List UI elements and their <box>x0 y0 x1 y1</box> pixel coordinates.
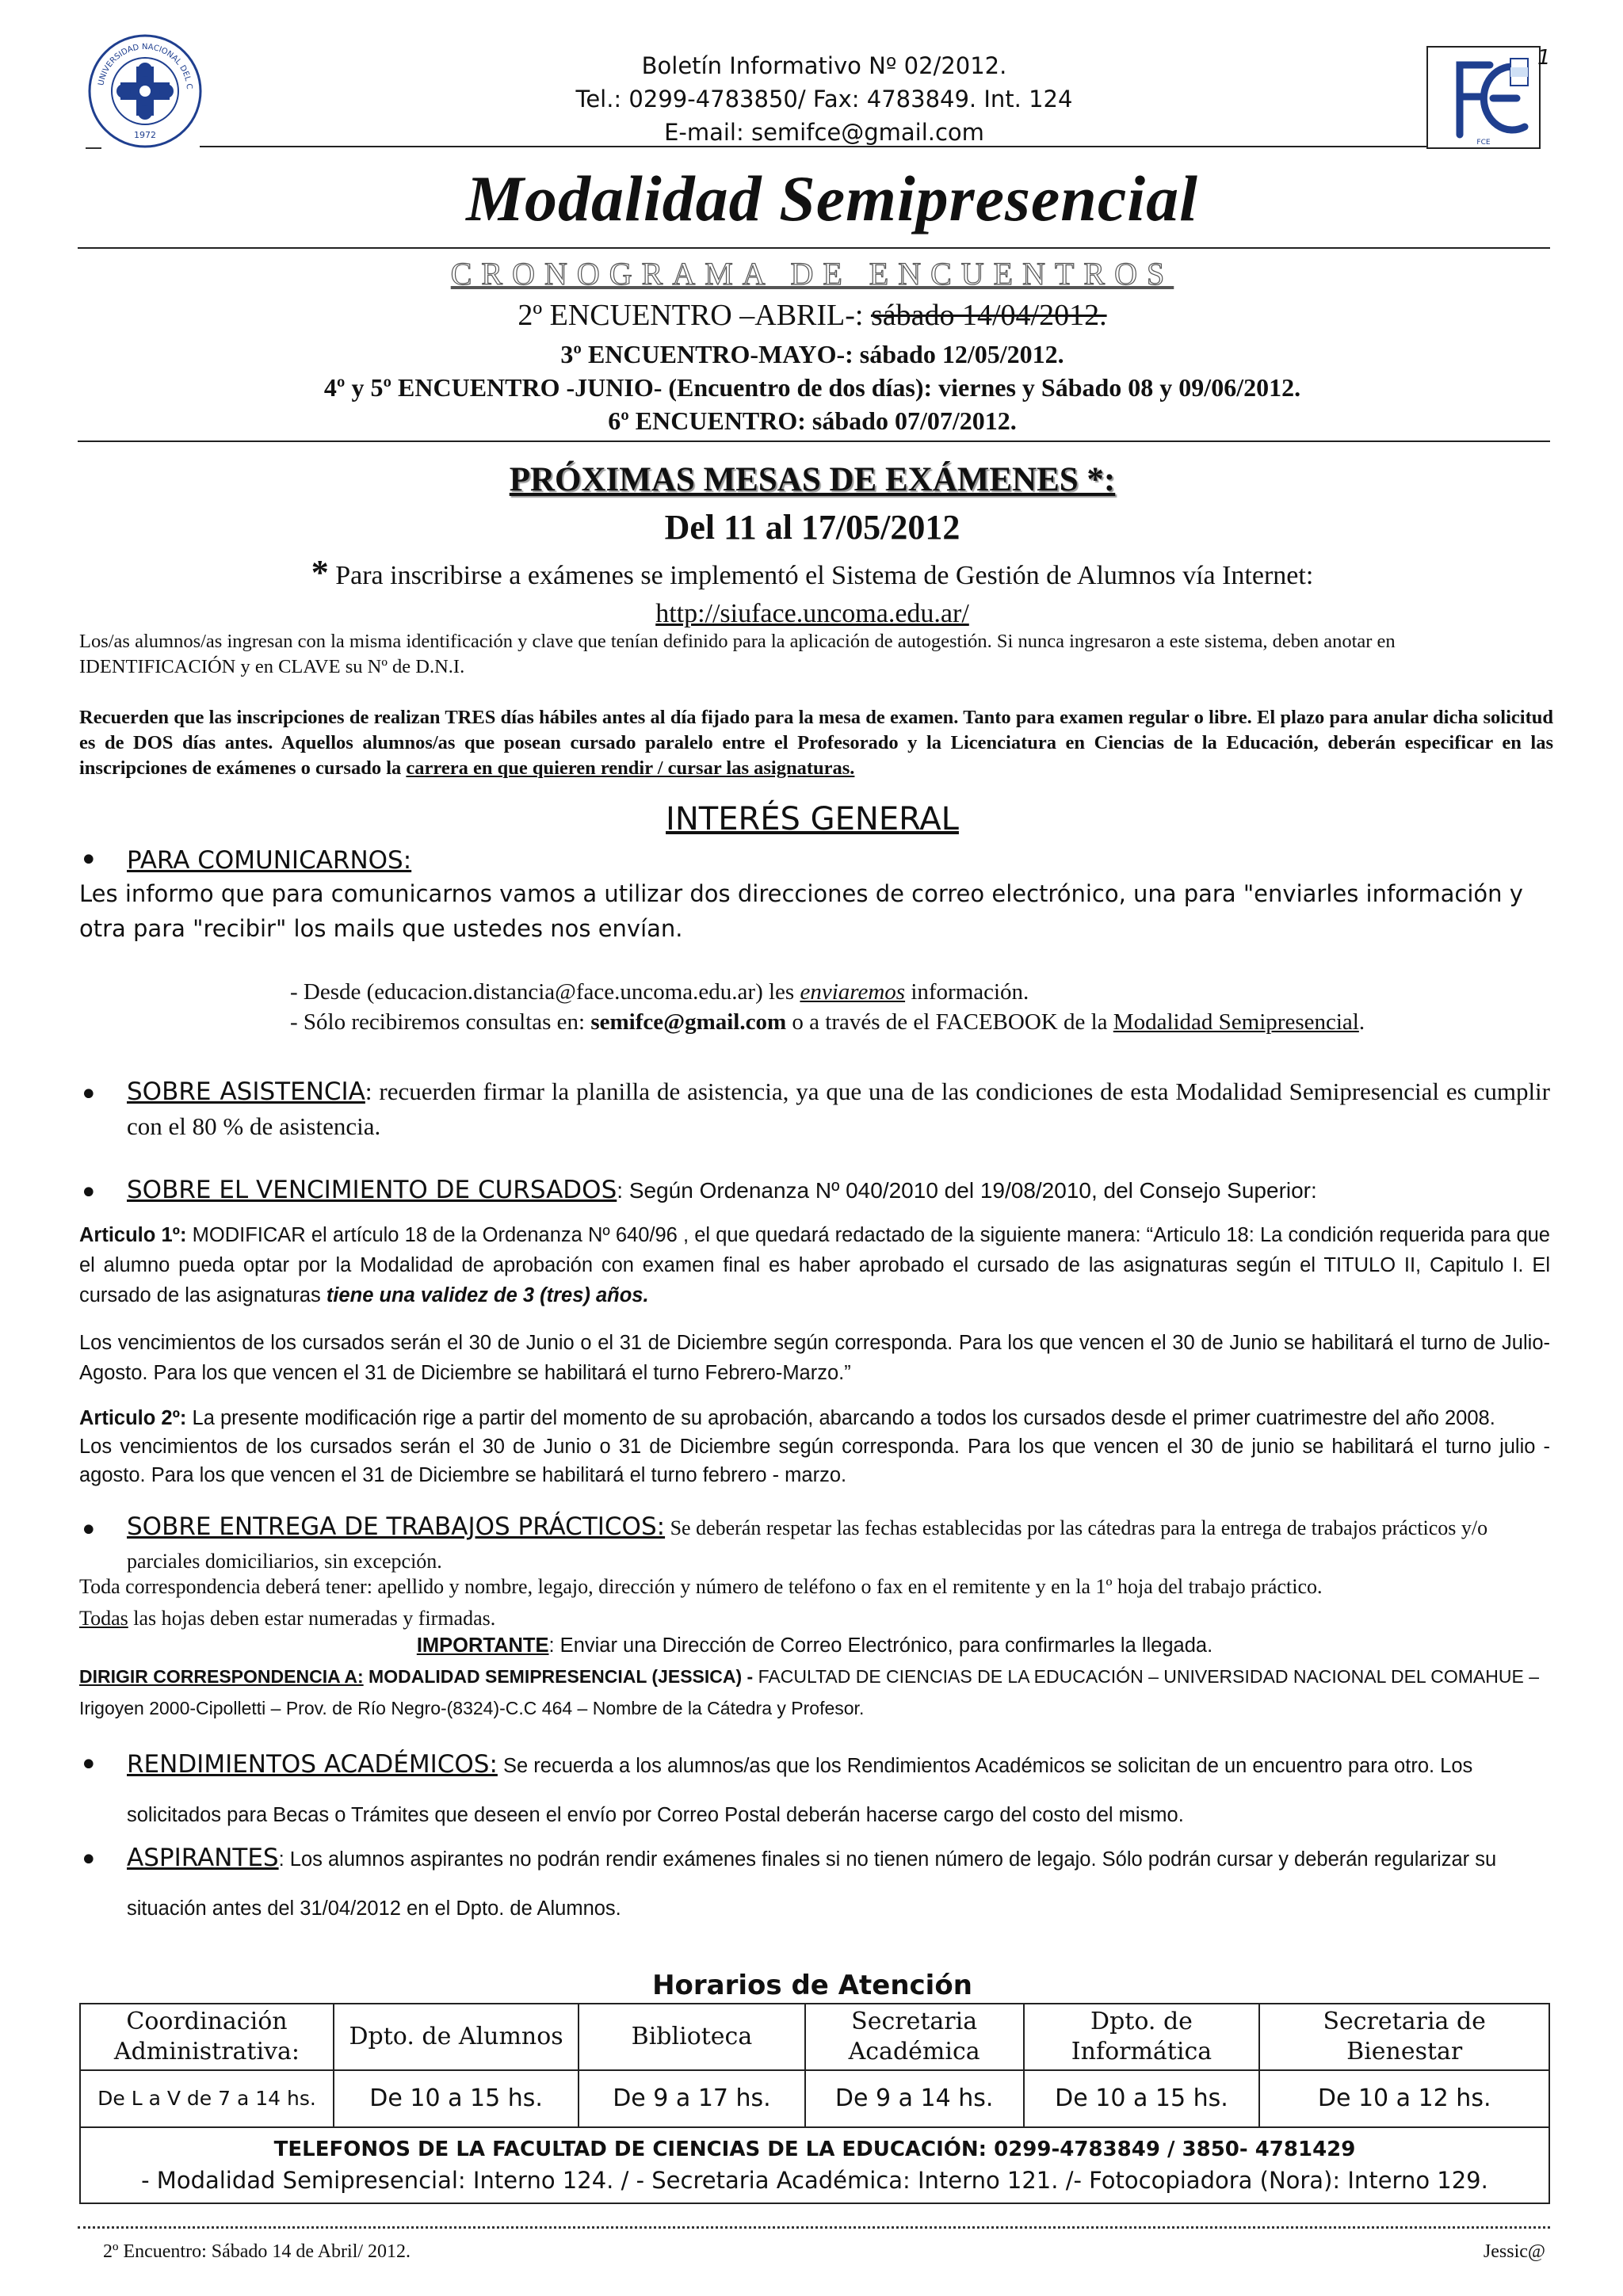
aspirantes-block <box>127 1833 1550 1933</box>
faculty-logo <box>1426 46 1541 149</box>
bullet-icon: • <box>79 1842 98 1878</box>
schedule-heading: CRONOGRAMA DE ENCUENTROS <box>450 256 1174 292</box>
schedule-enc6: 6º ENCUENTRO: sábado 07/07/2012. <box>608 406 1017 435</box>
solo-a: - Sólo recibiremos consultas en: <box>290 1009 591 1035</box>
exams-dates: Del 11 al 17/05/2012 <box>664 508 960 547</box>
phones-title: TELEFONOS DE LA FACULTAD DE CIENCIAS DE LA EDUCACIÓN: 0299-4783849 / 3850- 4781429 <box>273 2138 1356 2161</box>
hours-col-alumnos: Dpto. de Alumnos <box>334 2004 579 2070</box>
contact-email: E-mail: semifce@gmail.com <box>664 119 984 146</box>
system-note-text: Para inscribirse a exámenes se implementó el Sistema de Gestión de Alumnos vía Internet: <box>328 561 1314 590</box>
solo-c: o a través de el FACEBOOK de la <box>786 1009 1113 1035</box>
bullet-icon: • <box>79 1077 98 1113</box>
important-note <box>79 1630 1550 1661</box>
art1-text: MODIFICAR el artículo 18 de la Ordenanza Nº 640/96 , el que quedará redactado de la siguiente manera: “Articulo 18: La condición requerida para que el alumno pueda optar por la Modalidad de aprobación con examen final es haber aprobado el cursado de las asignaturas según el TITULO II, Capitulo I. El cursado de las asignaturas <box>79 1224 1550 1306</box>
important-text: : Enviar una Dirección de Correo Electrónico, para confirmarles la llegada. <box>548 1634 1213 1657</box>
vencimiento-block <box>127 1173 1550 1212</box>
exams-heading: PRÓXIMAS MESAS DE EXÁMENES *: <box>509 461 1116 498</box>
header-info <box>475 49 1173 149</box>
desde-b: enviaremos <box>800 979 906 1005</box>
comm-title: PARA COMUNICARNOS: <box>127 846 412 875</box>
pages-note <box>79 1604 1553 1634</box>
hours-value: De 10 a 12 hs. <box>1259 2070 1549 2127</box>
reminder-underlined: carrera en que quieren rendir / cursar las asignaturas. <box>406 757 855 779</box>
comm-text: Les informo que para comunicarnos vamos a utilizar dos direcciones de correo electrónico, una para "enviarles información y otra para "recibir" los mails que ustedes nos envían. <box>79 880 1523 942</box>
hours-values-row <box>80 2070 1549 2127</box>
title-rule <box>78 247 1550 249</box>
exam-reminder <box>79 705 1553 781</box>
hours-value: De 10 a 15 hs. <box>1024 2070 1260 2127</box>
asistencia-block <box>127 1074 1550 1144</box>
hours-col-biblioteca: Biblioteca <box>579 2004 804 2070</box>
enc2-label: 2º ENCUENTRO –ABRIL-: <box>517 299 871 332</box>
hours-value: De L a V de 7 a 14 hs. <box>80 2070 334 2127</box>
vencimiento-text: : Según Ordenanza Nº 040/2010 del 19/08/2010, del Consejo Superior: <box>617 1178 1317 1203</box>
asterisk: * <box>311 553 329 592</box>
aspirantes-text: : Los alumnos aspirantes no podrán rendir exámenes finales si no tienen número de legajo. Sólo podrán cursar y deberán regularizar su situación antes del 31/04/2012 en el Dpto. de Alumnos. <box>127 1848 1497 1920</box>
seal-dash <box>86 147 101 149</box>
header-underline <box>200 146 1436 147</box>
important-label: IMPORTANTE <box>416 1634 549 1657</box>
schedule-enc2 <box>119 296 1506 334</box>
dirigir-recipient: MODALIDAD SEMIPRESENCIAL (JESSICA) - <box>363 1666 754 1687</box>
page-number: 1 <box>1537 46 1551 70</box>
hours-col-secretaria-academica: Secretaria Académica <box>805 2004 1024 2070</box>
bullet-icon: • <box>79 1747 98 1783</box>
art2-text: La presente modificación rige a partir del momento de su aprobación, abarcando a todos los cursados desde el primer cuatrimestre del año 2008. <box>186 1407 1495 1429</box>
schedule-enc45: 4º y 5º ENCUENTRO -JUNIO- (Encuentro de dos días): viernes y Sábado 08 y 09/06/2012. <box>323 373 1301 402</box>
article-1-p2: Los vencimientos de los cursados serán el 30 de Junio o el 31 de Diciembre según corresponda. Para los que vencen el 30 de Junio se habilitará el turno de Julio-Agosto. Para los que vencen el 31 de Diciembre se habilitará el turno Febrero-Marzo.” <box>79 1332 1550 1384</box>
university-seal <box>86 32 204 151</box>
art1-label: Articulo 1º: <box>79 1224 187 1246</box>
seal-year: 1972 <box>134 130 156 140</box>
system-url-link[interactable]: http://siuface.uncoma.edu.ar/ <box>655 599 969 628</box>
tp-title: SOBRE ENTREGA DE TRABAJOS PRÁCTICOS: <box>127 1512 666 1541</box>
article-1 <box>79 1220 1550 1310</box>
hours-col-coordinacion: Coordinación Administrativa: <box>80 2004 334 2070</box>
article-2-p2: Los vencimientos de los cursados serán el 30 de Junio o 31 de Diciembre según corresponda. Para los que vencen el 30 de junio se habilitará el turno julio - agosto. Para los que vencen el 31 de Diciembre se habilitará el turno febrero - marzo. <box>79 1436 1550 1486</box>
solo-e: . <box>1358 1009 1365 1035</box>
seal-name-text: UNIVERSIDAD NACIONAL DEL C <box>97 42 194 90</box>
bullet-icon: • <box>79 1175 98 1211</box>
bullet-icon: • <box>79 842 98 879</box>
art1-validity: tiene una validez de 3 (tres) años. <box>326 1284 649 1306</box>
hours-col-informatica: Dpto. de Informática <box>1024 2004 1260 2070</box>
hours-table <box>79 2003 1550 2204</box>
login-note: Los/as alumnos/as ingresan con la misma identificación y clave que tenían definido para la aplicación de autogestión. Si nunca ingresaron a este sistema, deben anotar en IDENTIFICACIÓN y en CLAVE su Nº de D.N.I. <box>79 631 1396 677</box>
rendimientos-text: Se recuerda a los alumnos/as que los Rendimientos Académicos se solicitan de un encuentro para otro. Los solicitados para Becas o Trámites que deseen el envío por Correo Postal deberán hacerse cargo del costo del mismo. <box>127 1755 1473 1826</box>
facebook-page-name: Modalidad Semipresencial <box>1113 1009 1359 1035</box>
asistencia-text: : recuerden firmar la planilla de asistencia, ya que una de las condiciones de esta Modalidad Semipresencial es cumplir con el 80 % de asistencia. <box>127 1077 1550 1140</box>
hours-value: De 9 a 17 hs. <box>579 2070 804 2127</box>
hours-title: Horarios de Atención <box>652 1970 972 2001</box>
faculty-logo-text: FCE <box>1476 139 1491 147</box>
hours-header-row <box>80 2004 1549 2070</box>
footer-right: Jessic@ <box>1483 2241 1545 2262</box>
todas-word: Todas <box>79 1607 128 1630</box>
art2-label: Articulo 2º: <box>79 1407 187 1429</box>
asistencia-title: SOBRE ASISTENCIA <box>127 1077 365 1106</box>
mailing-address <box>79 1661 1550 1724</box>
hours-value: De 10 a 15 hs. <box>334 2070 579 2127</box>
reminder-text: Recuerden que las inscripciones de realizan TRES días hábiles antes al día fijado para la mesa de examen. Tanto para examen regular o libre. El plazo para anular dicha solicitud es de DOS días antes. Aquellos alumnos/as que posean cursado paralelo entre el Profesorado y la Licenciatura en Ciencias de la Educación, deberán especificar en las inscripciones de exámenes o cursado la <box>79 707 1553 779</box>
rendimientos-title: RENDIMIENTOS ACADÉMICOS: <box>127 1750 498 1779</box>
desde-c: información. <box>905 979 1029 1005</box>
email-receive-line <box>290 1006 1558 1038</box>
page-title: Modalidad Semipresencial <box>466 162 1198 235</box>
dirigir-address: FACULTAD DE CIENCIAS DE LA EDUCACIÓN – UNIVERSIDAD NACIONAL DEL COMAHUE – Irigoyen 2000-Cipolletti – Prov. de Río Negro-(8324)-C.C 464 – Nombre de la Cátedra y Profesor. <box>79 1666 1539 1718</box>
schedule-rule <box>78 441 1550 442</box>
enc2-date: sábado 14/04/2012. <box>870 299 1107 332</box>
article-2 <box>79 1404 1550 1432</box>
rendimientos-block <box>127 1740 1550 1840</box>
tp-text: Se deberán respetar las fechas establecidas por las cátedras para la entrega de trabajos prácticos y/o parciales domiciliarios, sin excepción. <box>127 1516 1488 1573</box>
schedule-enc3: 3º ENCUENTRO-MAYO-: sábado 12/05/2012. <box>560 340 1064 368</box>
desde-a: - Desde (educacion.distancia@face.uncoma.edu.ar) les <box>290 979 800 1005</box>
vencimiento-title: SOBRE EL VENCIMIENTO DE CURSADOS <box>127 1176 617 1204</box>
footer-left: 2º Encuentro: Sábado 14 de Abril/ 2012. <box>103 2241 411 2262</box>
phones-cell <box>80 2127 1549 2203</box>
bulletin-number: Boletín Informativo Nº 02/2012. <box>641 52 1007 79</box>
general-heading: INTERÉS GENERAL <box>666 801 959 837</box>
dirigir-label: DIRIGIR CORRESPONDENCIA A: <box>79 1666 364 1687</box>
phones-row <box>80 2127 1549 2203</box>
email-send-line <box>290 976 1542 1008</box>
pages-note-text: las hojas deben estar numeradas y firmadas. <box>128 1607 496 1630</box>
phones-detail: - Modalidad Semipresencial: Interno 124. / - Secretaria Académica: Interno 121. /- Fotocopiadora (Nora): Interno 129. <box>141 2167 1488 2194</box>
footer-rule <box>78 2226 1550 2229</box>
hours-col-bienestar: Secretaria de Bienestar <box>1259 2004 1549 2070</box>
receive-email: semifce@gmail.com <box>590 1009 787 1035</box>
aspirantes-title: ASPIRANTES <box>127 1844 279 1872</box>
correspondence-note: Toda correspondencia deberá tener: apellido y nombre, legajo, dirección y número de teléfono o fax en el remitente y en la 1º hoja del trabajo práctico. <box>79 1575 1323 1598</box>
exams-system-note <box>119 555 1506 594</box>
bullet-icon: • <box>79 1512 98 1549</box>
contact-phone: Tel.: 0299-4783850/ Fax: 4783849. Int. 124 <box>575 86 1073 113</box>
tp-block <box>127 1510 1550 1578</box>
hours-value: De 9 a 14 hs. <box>805 2070 1024 2127</box>
